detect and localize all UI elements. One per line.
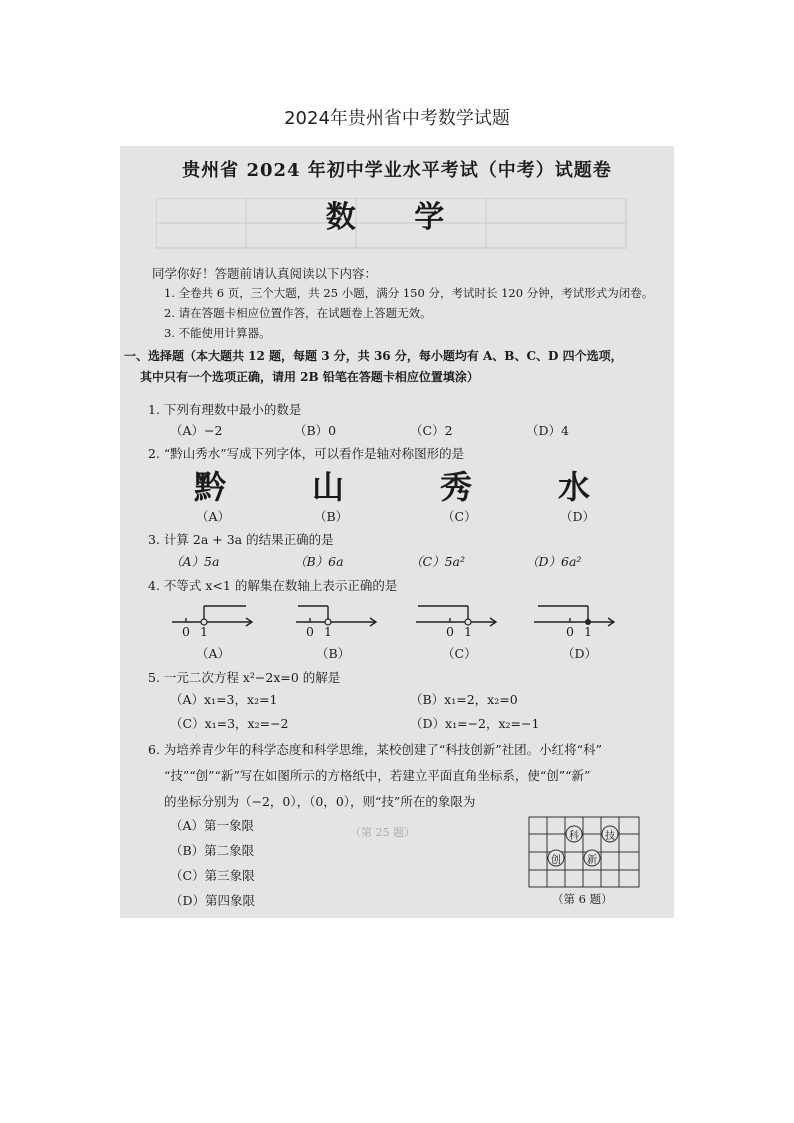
q2-label-d: （D） <box>560 509 596 524</box>
q1-option-d: （D）4 <box>526 423 569 438</box>
q6-grid-char-xin: 新 <box>587 855 597 866</box>
section-heading: 一、选择题（本大题共 12 题，每题 3 分，共 36 分，每小题均有 A、B、C、D 四个选项， <box>124 349 623 363</box>
q4-label-b: （B） <box>316 646 351 661</box>
bleed-through-text: （第 25 题） <box>350 826 415 839</box>
q6-option-d: （D）第四象限 <box>170 893 256 908</box>
q5-option-d: （D）x₁=−2，x₂=−1 <box>410 716 540 731</box>
subject-title: 数 学 <box>325 200 469 235</box>
q6-grid-char-chuang: 创 <box>551 855 561 866</box>
q6-option-b: （B）第二象限 <box>170 843 255 858</box>
q4-label-d: （D） <box>562 646 598 661</box>
glyph-shui: 水 <box>558 468 591 506</box>
q4-number-line-c <box>416 606 496 626</box>
question-3-stem: 3. 计算 2a + 3a 的结果正确的是 <box>148 532 334 547</box>
q1-option-b: （B）0 <box>294 423 337 438</box>
q4-number-lines <box>120 598 674 648</box>
q6-figure-caption: （第 6 题） <box>552 892 613 906</box>
question-6-stem-cont: “技”“创”“新”写在如图所示的方格纸中，若建立平面直角坐标系，使“创”“新” <box>164 768 591 783</box>
q4-d-tick-0: 0 <box>566 624 574 639</box>
q2-label-c: （C） <box>442 509 477 524</box>
glyph-xiu: 秀 <box>440 468 473 506</box>
question-6-stem: 6. 为培养青少年的科学态度和科学思维，某校创建了“科技创新”社团。小红将“科” <box>148 742 602 757</box>
q4-c-tick-0: 0 <box>446 624 454 639</box>
q1-option-a: （A）−2 <box>170 423 223 438</box>
q4-number-line-b <box>296 606 376 626</box>
paper-title: 贵州省 2024 年初中学业水平考试（中考）试题卷 <box>182 160 612 181</box>
q3-option-a: （A）5a <box>170 554 220 569</box>
q4-label-c: （C） <box>442 646 477 661</box>
q4-d-tick-1: 1 <box>584 624 592 639</box>
q4-label-a: （A） <box>196 646 231 661</box>
q1-option-c: （C）2 <box>410 423 453 438</box>
q5-option-b: （B）x₁=2，x₂=0 <box>410 692 518 707</box>
q5-option-c: （C）x₁=3，x₂=−2 <box>170 716 289 731</box>
q4-number-line-a <box>172 606 252 626</box>
notice-item: 2. 请在答题卡相应位置作答，在试题卷上答题无效。 <box>164 306 432 320</box>
q6-grid-char-ji: 技 <box>605 831 615 842</box>
q3-option-c: （C）5a² <box>410 554 465 569</box>
question-1-stem: 1. 下列有理数中最小的数是 <box>148 402 302 417</box>
question-2-stem: 2. “黔山秀水”写成下列字体，可以看作是轴对称图形的是 <box>148 446 465 461</box>
q2-label-b: （B） <box>314 509 349 524</box>
document-title: 2024年贵州省中考数学试题 <box>284 108 510 129</box>
question-6-stem-cont: 的坐标分别为（−2，0），（0，0），则“技”所在的象限为 <box>164 794 476 809</box>
q4-b-tick-1: 1 <box>324 624 332 639</box>
q5-option-a: （A）x₁=3，x₂=1 <box>170 692 278 707</box>
section-heading-cont: 其中只有一个选项正确，请用 2B 铅笔在答题卡相应位置填涂） <box>140 370 479 384</box>
q4-c-tick-1: 1 <box>464 624 472 639</box>
notice-item: 3. 不能使用计算器。 <box>164 326 271 340</box>
q4-b-tick-0: 0 <box>306 624 314 639</box>
glyph-shan: 山 <box>312 468 345 506</box>
q3-option-d: （D）6a² <box>526 554 582 569</box>
q6-option-a: （A）第一象限 <box>170 818 255 833</box>
q4-a-tick-1: 1 <box>200 624 208 639</box>
q6-option-c: （C）第三象限 <box>170 868 255 883</box>
q6-grid-char-ke: 科 <box>569 831 579 842</box>
q2-label-a: （A） <box>196 509 231 524</box>
glyph-qian: 黔 <box>194 468 227 506</box>
question-4-stem: 4. 不等式 x<1 的解集在数轴上表示正确的是 <box>148 578 398 593</box>
q4-a-tick-0: 0 <box>182 624 190 639</box>
q6-grid-figure <box>528 816 640 900</box>
scanned-exam-page <box>120 146 674 918</box>
notice-item: 1. 全卷共 6 页，三个大题，共 25 小题，满分 150 分，考试时长 120 分钟，考试形式为闭卷。 <box>164 286 654 300</box>
q3-option-b: （B）6a <box>294 554 344 569</box>
question-5-stem: 5. 一元二次方程 x²−2x=0 的解是 <box>148 670 341 685</box>
notice-heading: 同学你好！答题前请认真阅读以下内容： <box>152 266 378 281</box>
q4-number-line-d <box>534 606 614 626</box>
